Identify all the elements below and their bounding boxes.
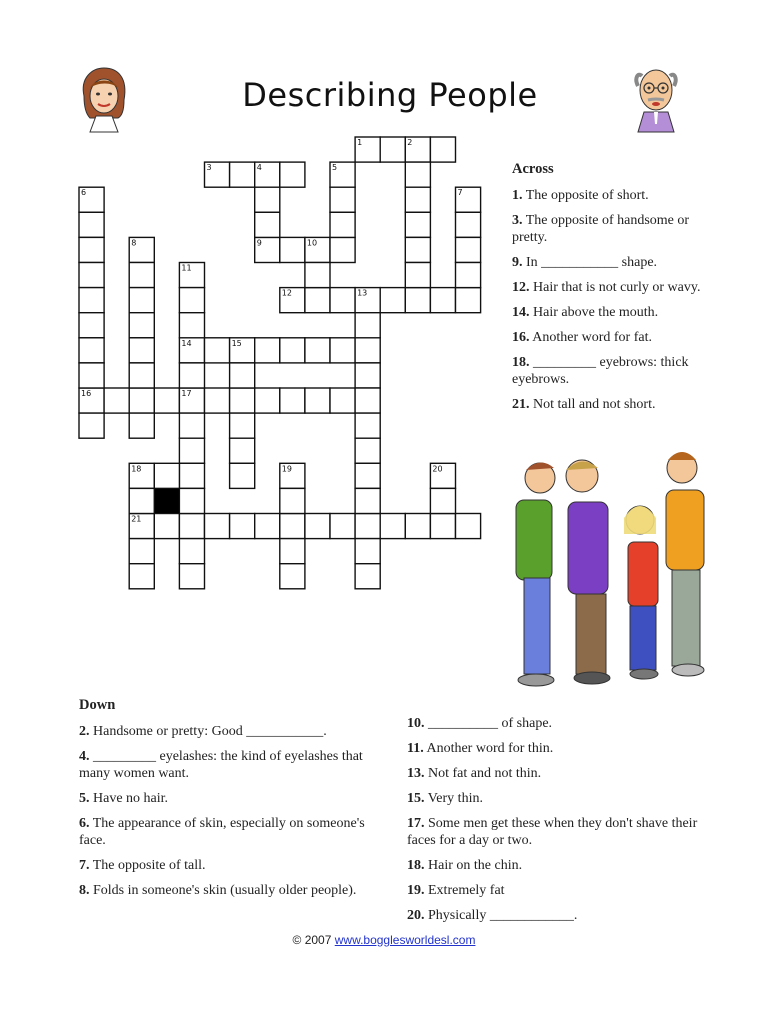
grid-cell[interactable] [179, 313, 204, 338]
clue-number: 11. [407, 741, 424, 756]
grid-cell[interactable] [405, 162, 430, 187]
clue-number: 20. [407, 908, 425, 923]
clue-number: 17. [407, 816, 425, 831]
clue-text: __________ of shape. [424, 716, 553, 731]
clue-number: 14. [512, 305, 530, 320]
clue-number: 21. [512, 397, 530, 412]
grid-cell[interactable] [129, 564, 154, 589]
page-title: Describing People [242, 76, 538, 114]
cell-number: 18 [131, 464, 142, 474]
clue-item [512, 396, 712, 413]
grid-cell[interactable] [305, 388, 330, 413]
clue-item [407, 882, 707, 899]
grid-cell[interactable] [280, 564, 305, 589]
grid-cell[interactable] [255, 187, 280, 212]
clue-number: 18. [407, 858, 425, 873]
grid-cell[interactable] [330, 338, 355, 363]
clue-number: 13. [407, 766, 425, 781]
grid-cell[interactable] [405, 514, 430, 539]
grid-cell[interactable] [355, 313, 380, 338]
grid-cell[interactable] [179, 488, 204, 513]
grid-cell[interactable] [154, 514, 179, 539]
clue-text: The opposite of tall. [89, 858, 206, 873]
grid-cell[interactable] [230, 463, 255, 488]
cell-number: 10 [306, 238, 318, 248]
website-link[interactable]: www.bogglesworldesl.com [334, 933, 476, 947]
grid-cell[interactable] [154, 388, 179, 413]
grid-cell[interactable] [79, 237, 104, 262]
grid-cell[interactable] [280, 388, 305, 413]
across-clues [512, 161, 712, 421]
grid-cell[interactable] [179, 564, 204, 589]
clue-number: 7. [79, 858, 90, 873]
grid-cell[interactable] [280, 539, 305, 564]
grid-cell[interactable] [154, 463, 179, 488]
cell-number: 17 [181, 389, 192, 398]
grid-cell[interactable] [405, 263, 430, 288]
clue-number: 15. [407, 791, 425, 806]
grid-cell[interactable] [79, 313, 104, 338]
clue-text: Hair that is not curly or wavy. [529, 280, 701, 295]
clue-text: Some men get these when they don't shave their faces for a day or two. [407, 816, 698, 848]
clue-number: 8. [79, 883, 90, 898]
across-heading: Across [512, 161, 554, 177]
down-clues-right [407, 715, 707, 932]
cell-number: 16 [81, 389, 92, 398]
grid-cell[interactable] [230, 162, 255, 187]
grid-cell[interactable] [255, 514, 280, 539]
grid-cell[interactable] [456, 263, 481, 288]
grid-cell[interactable] [430, 488, 455, 513]
grid-cell[interactable] [255, 388, 280, 413]
clue-item [512, 279, 712, 296]
grid-cell[interactable] [280, 237, 305, 262]
clue-text: Another word for fat. [529, 330, 652, 345]
grid-cell[interactable] [405, 212, 430, 237]
clue-number: 3. [512, 213, 523, 228]
clue-text: The appearance of skin, especially on someone's face. [79, 816, 365, 848]
grid-cell[interactable] [430, 288, 455, 313]
grid-cell[interactable] [355, 338, 380, 363]
clue-number: 18. [512, 355, 530, 370]
grid-cell[interactable] [330, 212, 355, 237]
grid-cell[interactable] [179, 514, 204, 539]
black-cell [154, 488, 179, 513]
clue-number: 2. [79, 724, 90, 739]
grid-cell[interactable] [205, 388, 230, 413]
down-clues-left [79, 697, 391, 907]
cell-number: 21 [131, 514, 142, 524]
grid-cell[interactable] [230, 413, 255, 438]
grid-cell[interactable] [129, 413, 154, 438]
clue-item [407, 715, 707, 732]
clue-number: 6. [79, 816, 90, 831]
clue-item [407, 790, 707, 807]
cell-number: 3 [206, 163, 212, 173]
down-heading: Down [79, 697, 116, 713]
grid-cell[interactable] [456, 212, 481, 237]
clue-item [79, 882, 391, 899]
cell-number: 14 [181, 338, 192, 348]
grid-cell[interactable] [129, 488, 154, 513]
grid-cell[interactable] [355, 388, 380, 413]
grid-cell[interactable] [129, 288, 154, 313]
grid-cell[interactable] [79, 263, 104, 288]
clue-item [79, 748, 391, 782]
grid-cell[interactable] [179, 438, 204, 463]
grid-cell[interactable] [280, 514, 305, 539]
grid-cell[interactable] [456, 514, 481, 539]
clue-number: 19. [407, 883, 425, 898]
grid-cell[interactable] [355, 514, 380, 539]
clue-text: Physically ____________. [424, 908, 578, 923]
cell-number: 2 [407, 138, 413, 147]
grid-cell[interactable] [380, 137, 405, 162]
clue-item [407, 765, 707, 782]
clue-item [512, 187, 712, 204]
clue-text: Hair on the chin. [424, 858, 523, 873]
grid-cell[interactable] [405, 288, 430, 313]
grid-cell[interactable] [355, 539, 380, 564]
clue-number: 10. [407, 716, 425, 731]
grid-cell[interactable] [305, 263, 330, 288]
clue-number: 4. [79, 749, 90, 764]
cell-number: 20 [432, 464, 443, 474]
clue-item [512, 212, 712, 246]
clue-item [79, 790, 391, 807]
clue-text: Have no hair. [89, 791, 169, 806]
grid-cell[interactable] [179, 413, 204, 438]
cell-number: 8 [131, 238, 137, 248]
grid-cell[interactable] [330, 237, 355, 262]
grid-cell[interactable] [430, 137, 455, 162]
grid-cell[interactable] [355, 564, 380, 589]
grid-cell[interactable] [280, 488, 305, 513]
clue-text: Folds in someone's skin (usually older people). [89, 883, 357, 898]
clue-text: Not tall and not short. [529, 397, 656, 412]
clue-item [407, 740, 707, 757]
cell-number: 11 [181, 263, 192, 273]
clue-number: 9. [512, 255, 523, 270]
grid-cell[interactable] [205, 338, 230, 363]
clue-item [407, 815, 707, 849]
cell-number: 19 [281, 464, 292, 474]
grid-cell[interactable] [79, 363, 104, 388]
cell-number: 7 [457, 188, 463, 198]
grid-cell[interactable] [255, 212, 280, 237]
grid-cell[interactable] [179, 539, 204, 564]
clue-text: Hair above the mouth. [529, 305, 659, 320]
cell-number: 15 [231, 338, 242, 348]
grid-cell[interactable] [79, 413, 104, 438]
grid-cell[interactable] [405, 187, 430, 212]
grid-cell[interactable] [129, 363, 154, 388]
grid-cell[interactable] [179, 363, 204, 388]
grid-cell[interactable] [305, 288, 330, 313]
clue-text: Extremely fat [424, 883, 505, 898]
grid-cell[interactable] [205, 514, 230, 539]
clue-item [79, 815, 391, 849]
copyright: © 2007 [292, 933, 332, 947]
grid-cell[interactable] [280, 338, 305, 363]
clue-item [79, 857, 391, 874]
clue-item [512, 304, 712, 321]
clue-number: 12. [512, 280, 530, 295]
grid-cell[interactable] [355, 463, 380, 488]
grid-cell[interactable] [330, 187, 355, 212]
grid-cell[interactable] [355, 488, 380, 513]
clue-item [407, 907, 707, 924]
clue-text: _________ eyelashes: the kind of eyelashes that many women want. [79, 749, 363, 781]
grid-cell[interactable] [129, 338, 154, 363]
grid-cell[interactable] [104, 388, 129, 413]
grid-cell[interactable] [230, 438, 255, 463]
grid-cell[interactable] [79, 288, 104, 313]
clue-item [407, 857, 707, 874]
grid-cell[interactable] [380, 288, 405, 313]
grid-cell[interactable] [305, 514, 330, 539]
grid-cell[interactable] [305, 338, 330, 363]
clue-item [512, 354, 712, 388]
clue-item [79, 723, 391, 740]
cell-number: 6 [81, 188, 87, 198]
cell-number: 1 [357, 138, 363, 147]
grid-cell[interactable] [355, 438, 380, 463]
cell-number: 12 [281, 288, 292, 298]
footer [0, 933, 768, 947]
grid-cell[interactable] [129, 388, 154, 413]
grid-cell[interactable] [129, 313, 154, 338]
grid-cell[interactable] [355, 363, 380, 388]
grid-cell[interactable] [179, 463, 204, 488]
grid-cell[interactable] [255, 338, 280, 363]
cell-number: 5 [332, 163, 338, 173]
grid-cell[interactable] [330, 388, 355, 413]
grid-cell[interactable] [79, 338, 104, 363]
grid-cell[interactable] [380, 514, 405, 539]
clue-number: 16. [512, 330, 530, 345]
grid-cell[interactable] [456, 288, 481, 313]
grid-cell[interactable] [456, 237, 481, 262]
grid-cell[interactable] [330, 514, 355, 539]
clue-item [512, 254, 712, 271]
grid-cell[interactable] [129, 539, 154, 564]
grid-cell[interactable] [405, 237, 430, 262]
clue-text: Not fat and not thin. [424, 766, 542, 781]
grid-cell[interactable] [230, 514, 255, 539]
grid-cell[interactable] [179, 288, 204, 313]
clue-text: Another word for thin. [423, 741, 554, 756]
clue-text: Handsome or pretty: Good ___________. [89, 724, 327, 739]
grid-cell[interactable] [280, 162, 305, 187]
clue-item [512, 329, 712, 346]
grid-cell[interactable] [79, 212, 104, 237]
grid-cell[interactable] [230, 363, 255, 388]
clue-text: _________ eyebrows: thick eyebrows. [512, 355, 689, 387]
clue-text: In ___________ shape. [522, 255, 658, 270]
cell-number: 13 [357, 288, 368, 298]
grid-cell[interactable] [355, 413, 380, 438]
clue-text: The opposite of short. [522, 188, 649, 203]
grid-cell[interactable] [330, 288, 355, 313]
group-of-people-illustration [510, 438, 710, 690]
grid-cell[interactable] [129, 263, 154, 288]
clue-number: 5. [79, 791, 90, 806]
cell-number: 9 [256, 238, 262, 248]
clue-text: The opposite of handsome or pretty. [512, 213, 690, 245]
grid-cell[interactable] [430, 514, 455, 539]
cell-number: 4 [256, 163, 262, 173]
grid-cell[interactable] [230, 388, 255, 413]
clue-text: Very thin. [424, 791, 483, 806]
clue-number: 1. [512, 188, 523, 203]
